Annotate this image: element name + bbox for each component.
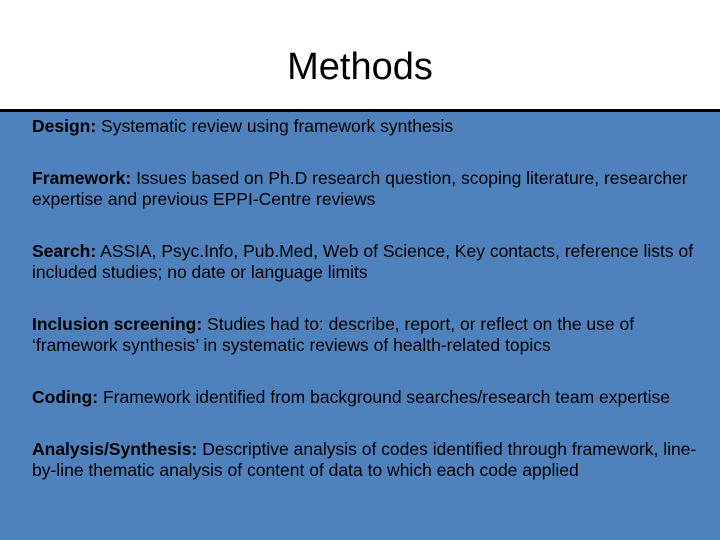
- list-item-framework: [32, 168, 700, 210]
- item-label: Coding:: [32, 387, 99, 407]
- list-item-analysis-synthesis: [32, 439, 700, 481]
- list-item-design: [32, 116, 700, 137]
- list-item-search: [32, 241, 700, 283]
- item-text: Studies had to: describe, report, or reflect on the use of ‘framework synthesis’ in systematic reviews of health-related topics: [32, 314, 635, 355]
- item-label: Design:: [32, 116, 97, 136]
- item-label: Framework:: [32, 168, 132, 188]
- item-label: Search:: [32, 241, 97, 261]
- item-label: Analysis/Synthesis:: [32, 439, 198, 459]
- content-panel: [0, 109, 720, 540]
- item-text: Descriptive analysis of codes identified through framework, line-by-line thematic analysis of content of data to which each code applied: [32, 439, 697, 480]
- item-text: Framework identified from background searches/research team expertise: [98, 387, 671, 407]
- slide-title: Methods: [287, 45, 433, 88]
- item-label: Inclusion screening:: [32, 314, 203, 334]
- list-item-coding: [32, 387, 700, 408]
- item-text: ASSIA, Psyc.Info, Pub.Med, Web of Science, Key contacts, reference lists of included studies; no date or language limits: [32, 241, 694, 282]
- list-item-inclusion-screening: [32, 314, 700, 356]
- item-text: Systematic review using framework synthesis: [96, 116, 454, 136]
- item-text: Issues based on Ph.D research question, scoping literature, researcher expertise and previous EPPI-Centre reviews: [32, 168, 688, 209]
